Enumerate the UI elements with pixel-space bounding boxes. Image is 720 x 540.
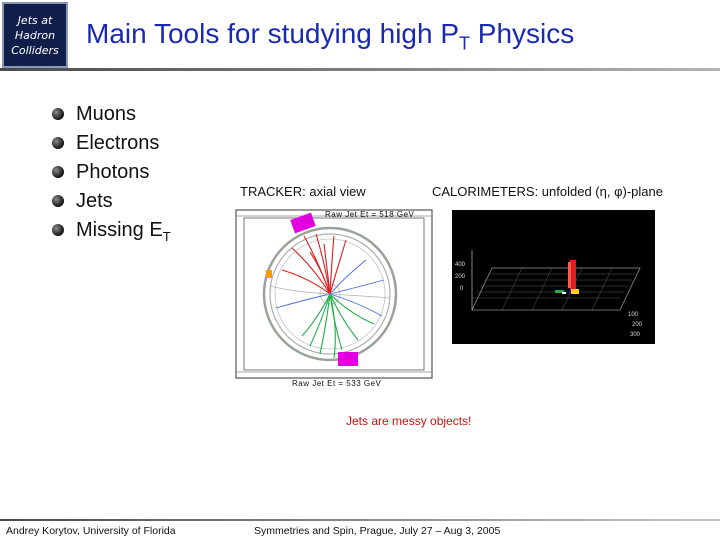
footer-event: Symmetries and Spin, Prague, July 27 – Aug 3, 2005 bbox=[254, 525, 501, 537]
title-main: Main Tools for studying high P bbox=[86, 18, 460, 49]
bullet-list bbox=[52, 100, 171, 245]
title-rest: Physics bbox=[470, 18, 575, 49]
calo-tick-label: 300 bbox=[630, 332, 641, 338]
bullet-item bbox=[52, 158, 171, 187]
title-subscript: T bbox=[459, 33, 471, 54]
bullet-text: Photons bbox=[76, 161, 150, 183]
bullet-text: Electrons bbox=[76, 132, 160, 154]
calo-tick-label: 0 bbox=[460, 286, 464, 292]
bullet-text: Muons bbox=[76, 103, 137, 125]
slide-title bbox=[86, 18, 574, 55]
jet-label-top: Raw Jet Et = 518 GeV bbox=[325, 210, 415, 219]
tracker-label: TRACKER: axial view bbox=[240, 184, 366, 199]
bullet-dot-icon bbox=[52, 195, 64, 207]
bullet-text: Missing E bbox=[76, 219, 163, 241]
tracker-event-display bbox=[234, 208, 434, 380]
title-bar bbox=[68, 4, 720, 68]
bullet-item bbox=[52, 100, 171, 129]
bullet-text: Jets bbox=[76, 190, 113, 212]
bullet-dot-icon bbox=[52, 224, 64, 236]
footer-divider bbox=[0, 519, 720, 521]
bullet-item bbox=[52, 129, 171, 158]
calo-tick-label: 100 bbox=[628, 312, 639, 318]
bullet-dot-icon bbox=[52, 108, 64, 120]
calorimeter-lego-plot bbox=[452, 210, 655, 344]
bullet-subscript: T bbox=[162, 229, 171, 244]
logo-line-1: Jets at bbox=[17, 14, 53, 27]
bullet-dot-icon bbox=[52, 166, 64, 178]
footer-author: Andrey Korytov, University of Florida bbox=[6, 525, 176, 537]
jet-label-bottom: Raw Jet Et = 533 GeV bbox=[292, 379, 382, 388]
calo-tick-label: 400 bbox=[455, 262, 466, 268]
logo bbox=[2, 2, 68, 68]
calo-tick-label: 200 bbox=[632, 322, 643, 328]
title-divider bbox=[0, 68, 720, 71]
logo-line-2: Hadron bbox=[14, 29, 56, 42]
calo-tick-label: 200 bbox=[455, 274, 466, 280]
bullet-item bbox=[52, 216, 171, 245]
bullet-item bbox=[52, 187, 171, 216]
calorimeter-label: CALORIMETERS: unfolded (η, φ)-plane bbox=[432, 184, 663, 199]
logo-line-3: Colliders bbox=[11, 44, 59, 57]
note-text: Jets are messy objects! bbox=[346, 414, 472, 428]
bullet-dot-icon bbox=[52, 137, 64, 149]
